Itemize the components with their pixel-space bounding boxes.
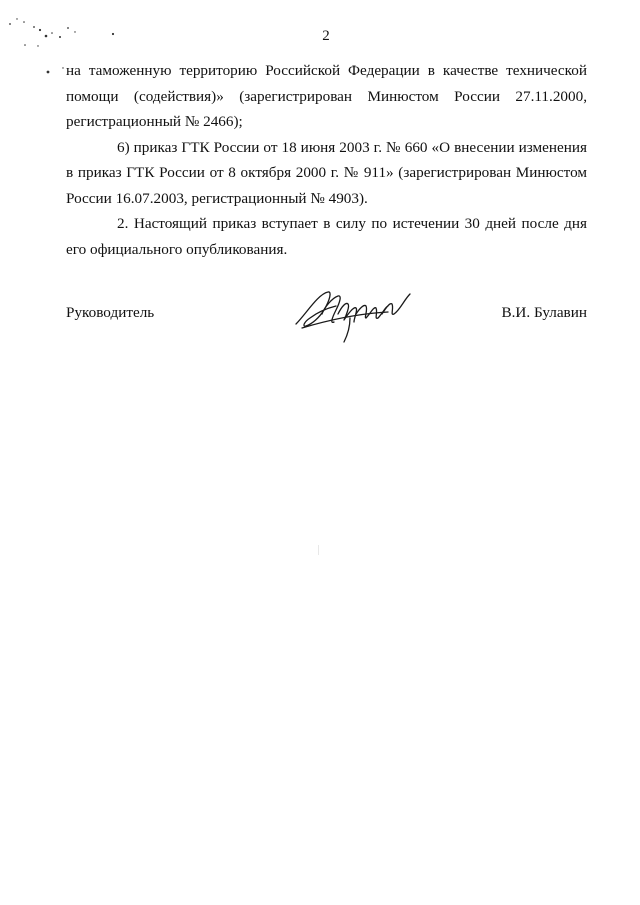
page-number: 2	[322, 28, 330, 44]
signatory-title: Руководитель	[66, 304, 155, 321]
paragraph-item-6: 6) приказ ГТК России от 18 июня 2003 г. № 660 «О внесении изменения в приказ ГТК России от 8 октября 2000 г. № 911» (зарегистрирован Минюстом России 16.07.2003, регистрационный № 4903).	[66, 138, 587, 207]
scan-artifact	[318, 545, 319, 555]
paragraph-clause-2: 2. Настоящий приказ вступает в силу по истечении 30 дней после дня его официального опубликования.	[66, 215, 587, 258]
handwritten-signature	[292, 284, 422, 348]
paragraph-continuation: на таможенную территорию Российской Федерации в качестве технической помощи (содействия)» (зарегистрирован Минюстом России 27.11.2000, регистрационный № 2466);	[66, 62, 587, 130]
signatory-name: В.И. Булавин	[501, 304, 587, 321]
signature-block	[66, 298, 587, 358]
document-body	[66, 58, 587, 262]
